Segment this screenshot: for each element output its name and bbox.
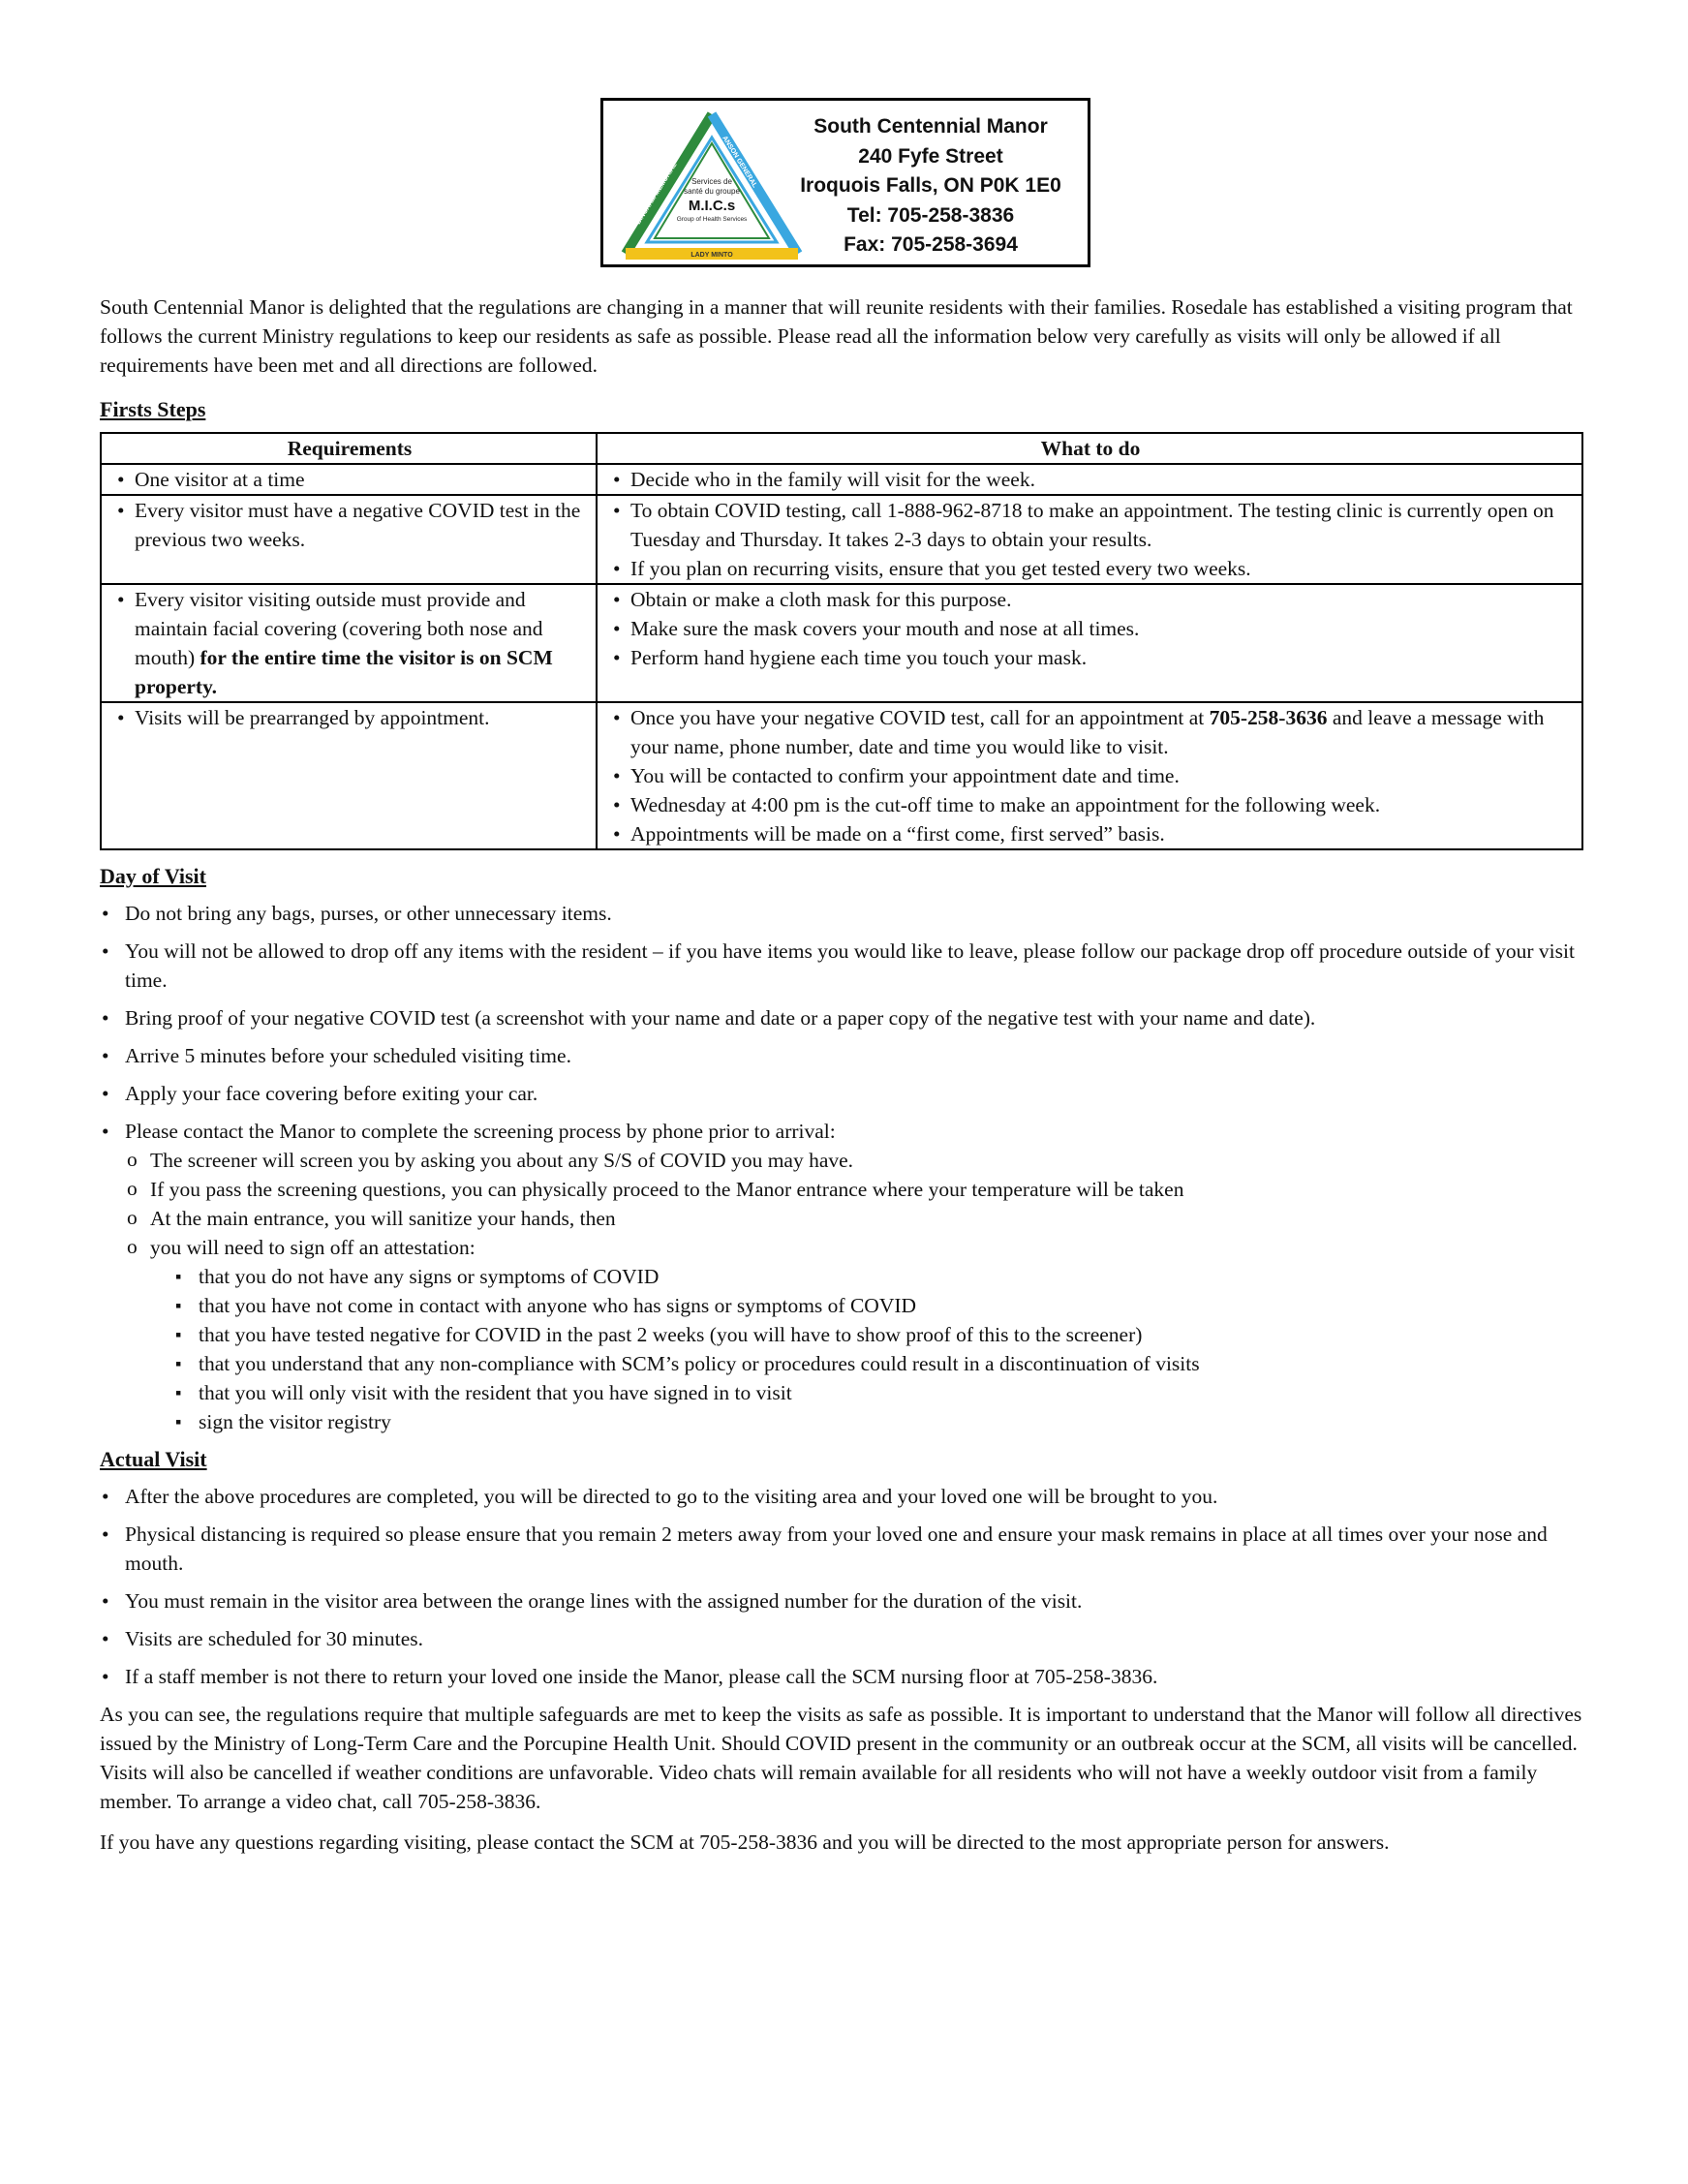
header-line-name: South Centennial Manor xyxy=(813,115,1048,138)
intro-paragraph: South Centennial Manor is delighted that the regulations are changing in a manner that will reunite residents with their families. Rosedale has established a visiting program that follows the current Ministry regulations to keep our residents as safe as possible. Please read all the information below very carefully as visits will only be allowed if all requirements have been met and all directions are followed. xyxy=(100,295,1573,377)
header-line-city: Iroquois Falls, ON P0K 1E0 xyxy=(800,174,1061,197)
attestation-item: ▪ sign the visitor registry xyxy=(173,1407,1591,1436)
logo-center-line-3: M.I.C.s xyxy=(688,198,736,214)
logo-bottom-text: LADY MINTO xyxy=(691,252,733,259)
list-item: • Bring proof of your negative COVID test (a screenshot with your name and date or a paper copy of the negative test with your name and date). xyxy=(100,1003,1591,1032)
list-item: • If a staff member is not there to return your loved one inside the Manor, please call the SCM nursing floor at 705-258-3836. xyxy=(100,1662,1591,1691)
list-item xyxy=(100,1117,1591,1436)
logo-center-line-1: Services de xyxy=(691,177,732,186)
attestation-item: ▪ that you do not have any signs or symptoms of COVID xyxy=(173,1262,1591,1291)
requirement-item: • Visits will be prearranged by appointment. xyxy=(107,703,592,732)
screening-list xyxy=(125,1146,1591,1436)
header-line-tel: Tel: 705-258-3836 xyxy=(846,203,1015,227)
todo-item: • Perform hand hygiene each time you touch your mask. xyxy=(603,643,1578,672)
document-body xyxy=(100,292,1591,1868)
appointment-phone: 705-258-3636 xyxy=(1209,706,1328,729)
todo-item: • Wednesday at 4:00 pm is the cut-off time to make an appointment for the following week. xyxy=(603,790,1578,819)
screening-item: o If you pass the screening questions, you can physically proceed to the Manor entrance where your temperature will be taken xyxy=(125,1175,1591,1204)
header-address xyxy=(776,112,1086,261)
header-line-street: 240 Fyfe Street xyxy=(858,144,1003,168)
list-item: • Physical distancing is required so please ensure that you remain 2 meters away from your loved one and ensure your mask remains in place at all times over your nose and mouth. xyxy=(100,1520,1591,1578)
attestation-item: ▪ that you have not come in contact with anyone who has signs or symptoms of COVID xyxy=(173,1291,1591,1320)
requirement-text: Every visitor visiting outside must provide and maintain facial covering (covering both nose and mouth) xyxy=(135,588,543,669)
todo-item: • Make sure the mask covers your mouth and nose at all times. xyxy=(603,614,1578,643)
closing-paragraph: As you can see, the regulations require that multiple safeguards are met to keep the visits as safe as possible. It is important to understand that the Manor will follow all directives issued by the Ministry of Long-Term Care and the Porcupine Health Unit. Should COVID present in the community or an outbreak occur at the SCM, all visits will be cancelled. Visits will also be cancelled if weather conditions are unfavorable. Video chats will remain available for all residents who will not have a weekly outdoor visit from a family member. To arrange a video chat, call 705-258-3836. xyxy=(100,1703,1582,1813)
todo-item: • Obtain or make a cloth mask for this purpose. xyxy=(603,585,1578,614)
day-of-visit-heading: Day of Visit xyxy=(100,864,206,888)
todo-item: • Decide who in the family will visit for the week. xyxy=(603,465,1578,494)
table-row xyxy=(101,584,1582,702)
table-row xyxy=(101,702,1582,849)
todo-item: • Appointments will be made on a “first come, first served” basis. xyxy=(603,819,1578,848)
table-row xyxy=(101,464,1582,495)
attestation-item: ▪ that you will only visit with the resident that you have signed in to visit xyxy=(173,1378,1591,1407)
requirement-item: • Every visitor must have a negative COVID test in the previous two weeks. xyxy=(107,496,592,554)
day-of-visit-list xyxy=(100,899,1591,1436)
screening-item: o The screener will screen you by asking you about any S/S of COVID you may have. xyxy=(125,1146,1591,1175)
what-to-do-header: What to do xyxy=(597,433,1582,464)
todo-text: and leave a message with your name, phone number, date and time you would like to visit. xyxy=(630,706,1545,758)
list-item: • After the above procedures are completed, you will be directed to go to the visiting area and your loved one will be brought to you. xyxy=(100,1482,1591,1511)
list-item: • You must remain in the visitor area between the orange lines with the assigned number for the duration of the visit. xyxy=(100,1586,1591,1615)
screening-intro: Please contact the Manor to complete the screening process by phone prior to arrival: xyxy=(125,1120,836,1143)
first-steps-table xyxy=(100,432,1583,850)
requirements-header: Requirements xyxy=(101,433,597,464)
todo-text: Once you have your negative COVID test, call for an appointment at xyxy=(630,706,1210,729)
todo-item: • If you plan on recurring visits, ensure that you get tested every two weeks. xyxy=(603,554,1578,583)
logo-center-line-4: Group of Health Services xyxy=(676,216,748,223)
screening-item xyxy=(125,1233,1591,1436)
requirement-bold-text: for the entire time the visitor is on SCM property. xyxy=(135,646,553,698)
table-header-row xyxy=(101,433,1582,464)
list-item: • Visits are scheduled for 30 minutes. xyxy=(100,1624,1591,1653)
logo-right-text: ANSON GENERAL xyxy=(721,135,758,190)
logo-center-line-2: santé du groupe xyxy=(684,187,740,196)
requirement-item xyxy=(107,585,592,701)
header-box xyxy=(600,98,1090,267)
logo-left-text: BINGHAM MEMORIAL xyxy=(634,162,679,227)
first-steps-heading: Firsts Steps xyxy=(100,397,206,421)
attestation-item: ▪ that you understand that any non-compliance with SCM’s policy or procedures could result in a discontinuation of visits xyxy=(173,1349,1591,1378)
todo-item xyxy=(603,703,1578,761)
requirement-item: • One visitor at a time xyxy=(107,465,592,494)
todo-item: • To obtain COVID testing, call 1-888-962-8718 to make an appointment. The testing clinic is currently open on Tuesday and Thursday. It takes 2-3 days to obtain your results. xyxy=(603,496,1578,554)
attestation-intro: you will need to sign off an attestation: xyxy=(150,1236,476,1259)
table-row xyxy=(101,495,1582,584)
attestation-item: ▪ that you have tested negative for COVID in the past 2 weeks (you will have to show proof of this to the screener) xyxy=(173,1320,1591,1349)
attestation-list xyxy=(150,1262,1591,1436)
list-item: • Apply your face covering before exiting your car. xyxy=(100,1079,1591,1108)
header-line-fax: Fax: 705-258-3694 xyxy=(844,233,1018,256)
screening-item: o At the main entrance, you will sanitize your hands, then xyxy=(125,1204,1591,1233)
questions-paragraph: If you have any questions regarding visiting, please contact the SCM at 705-258-3836 and you will be directed to the most appropriate person for answers. xyxy=(100,1830,1390,1854)
todo-item: • You will be contacted to confirm your appointment date and time. xyxy=(603,761,1578,790)
actual-visit-heading: Actual Visit xyxy=(100,1447,207,1471)
list-item: • You will not be allowed to drop off any items with the resident – if you have items you would like to leave, please follow our package drop off procedure outside of your visit time. xyxy=(100,937,1591,995)
list-item: • Do not bring any bags, purses, or other unnecessary items. xyxy=(100,899,1591,928)
actual-visit-list xyxy=(100,1482,1591,1691)
list-item: • Arrive 5 minutes before your scheduled visiting time. xyxy=(100,1041,1591,1070)
